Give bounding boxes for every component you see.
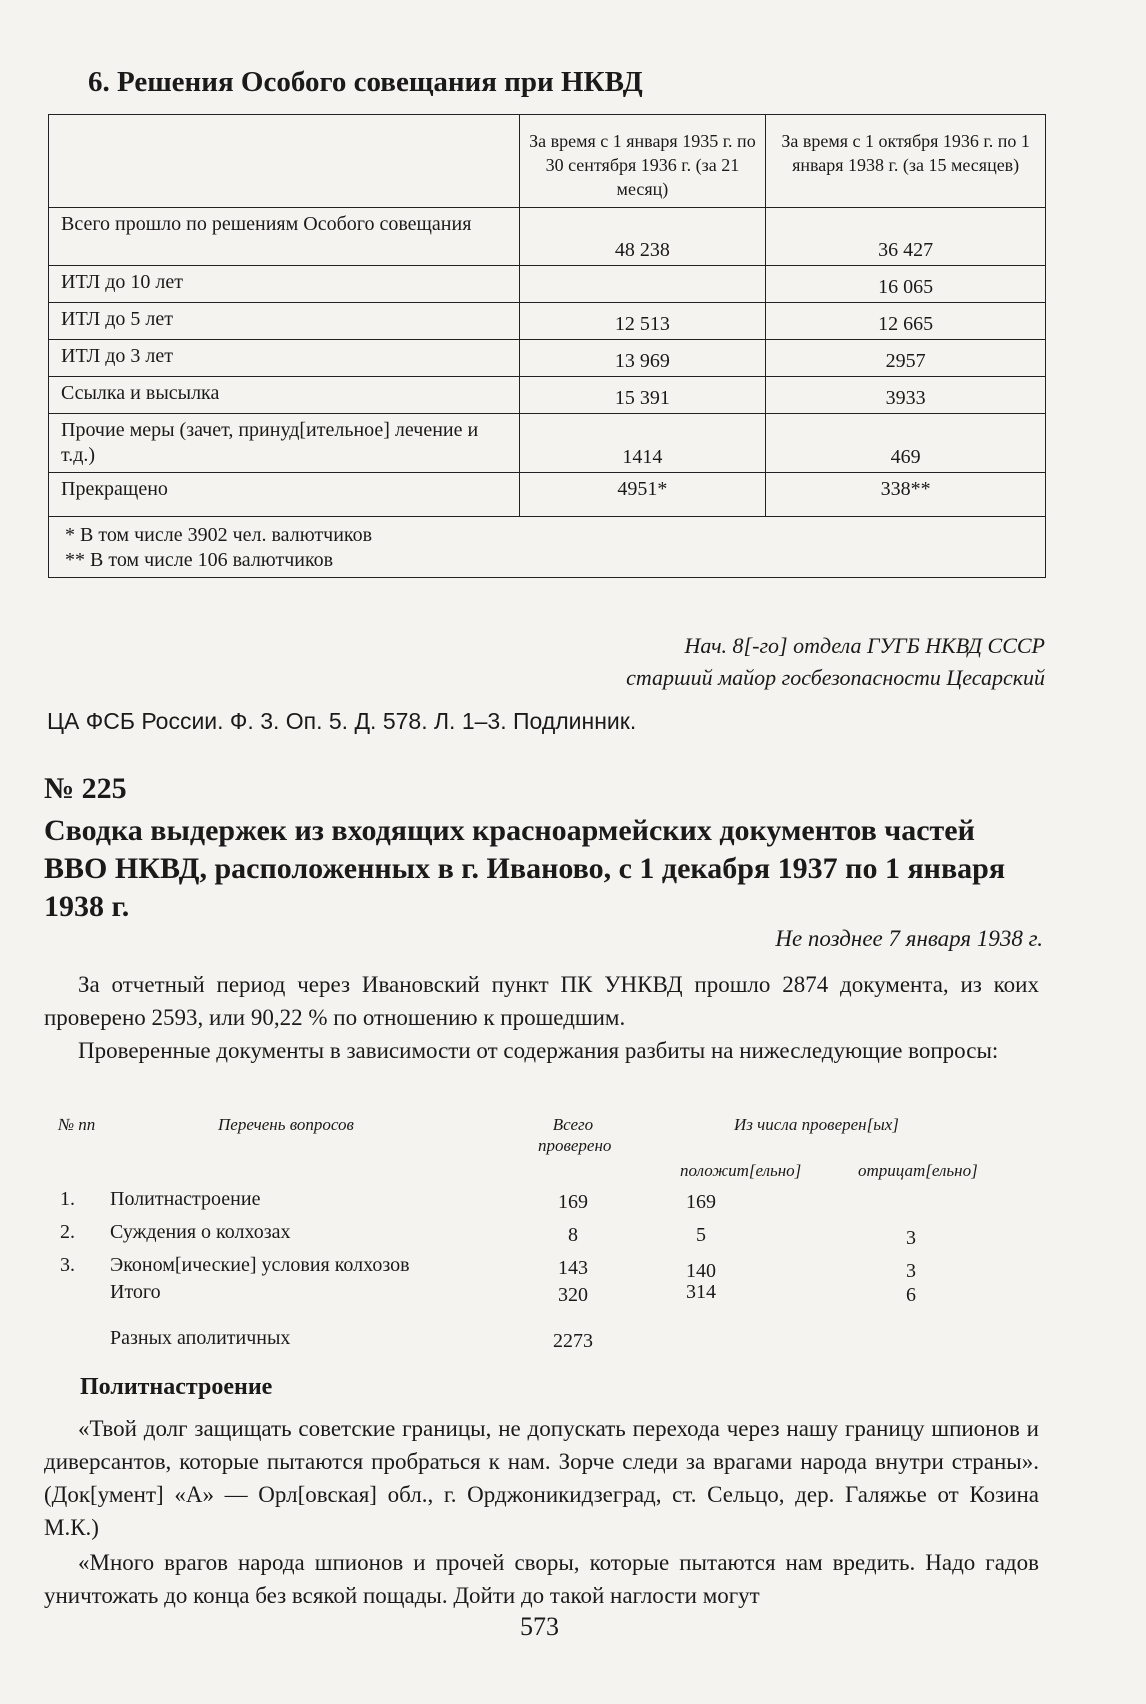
row-value-1: 13 969 — [519, 340, 766, 377]
row-topic: Итого — [110, 1281, 161, 1303]
document-date: Не позднее 7 января 1938 г. — [775, 926, 1043, 951]
row-positive: 140 — [686, 1260, 716, 1282]
header-positive: положит[ельно] — [680, 1161, 802, 1180]
row-label: ИТЛ до 3 лет — [49, 340, 520, 377]
row-label: Прекращено — [49, 473, 520, 517]
row-value-1: 48 238 — [519, 208, 766, 266]
table-header-period-2: За время с 1 октября 1936 г. по 1 января 1938 г. (за 15 месяцев) — [766, 115, 1046, 208]
table-row — [49, 303, 1046, 340]
table-row — [49, 208, 1046, 266]
row-total: 320 — [558, 1284, 588, 1306]
row-total: 143 — [558, 1257, 588, 1279]
quote-paragraph: «Твой долг защищать советские границы, не допускать перехода через нашу границу шпионов и диверсантов, которые пытаются пробраться к нам. Зорче следи за врагами народа внутри страны». (Док[умент] «А» — Орл[овская] обл., г. Орджоникидзеград, ст. Сельцо, дер. Галяжье от Козина М.К.) — [44, 1416, 1039, 1540]
row-value-2: 12 665 — [766, 303, 1046, 340]
paragraph: За отчетный период через Ивановский пункт ПК УНКВД прошло 2874 документа, из коих проверено 2593, или 90,22 % по отношению к прошедшим. — [44, 972, 1039, 1030]
row-label: Ссылка и высылка — [49, 377, 520, 414]
row-number: 1. — [60, 1188, 75, 1210]
table-header-period-1: За время с 1 января 1935 г. по 30 сентября 1936 г. (за 21 месяц) — [519, 115, 766, 208]
table-header-empty — [49, 115, 520, 208]
table-header-row — [49, 115, 1046, 208]
row-value-1 — [519, 266, 766, 303]
section-title: 6. Решения Особого совещания при НКВД — [88, 66, 643, 98]
row-total: 169 — [558, 1191, 588, 1213]
table-row — [49, 340, 1046, 377]
signature-position: Нач. 8[-го] отдела ГУГБ НКВД СССР — [684, 633, 1045, 658]
row-negative: 3 — [906, 1260, 916, 1282]
row-value-2: 469 — [766, 414, 1046, 473]
table-row — [49, 414, 1046, 473]
row-value-2: 16 065 — [766, 266, 1046, 303]
row-positive: 5 — [696, 1224, 706, 1246]
quote-paragraph: «Много врагов народа шпионов и прочей своры, которые пытаются нам вредить. Надо гадов уничтожать до конца без всякой пощады. Дойти до такой наглости могут — [44, 1550, 1039, 1608]
header-number: № пп — [58, 1115, 96, 1134]
row-value-2: 338** — [766, 473, 1046, 517]
table-footnotes — [49, 517, 1046, 578]
row-number: 2. — [60, 1221, 75, 1243]
row-value-2: 3933 — [766, 377, 1046, 414]
row-value-1: 1414 — [519, 414, 766, 473]
paragraph: Проверенные документы в зависимости от содержания разбиты на нижеследующие вопросы: — [78, 1038, 999, 1063]
header-checked-group: Из числа проверен[ых] — [734, 1115, 899, 1134]
row-label: Прочие меры (зачет, принуд[ительное] лечение и т.д.) — [49, 414, 520, 473]
document-title: Сводка выдержек из входящих красноармейских документов частей ВВО НКВД, расположенных в г. Иваново, с 1 декабря 1937 по 1 января 1938 г. — [44, 814, 1006, 923]
row-topic: Эконом[ические] условия колхозов — [110, 1254, 410, 1276]
row-label: Всего прошло по решениям Особого совещания — [49, 208, 520, 266]
subheading: Политнастроение — [80, 1374, 273, 1400]
footnote: ** В том числе 106 валютчиков — [65, 549, 334, 571]
header-negative: отрицат[ельно] — [858, 1161, 978, 1180]
row-number: 3. — [60, 1254, 75, 1276]
row-label: ИТЛ до 5 лет — [49, 303, 520, 340]
osoboe-soveshchanie-table — [48, 114, 1046, 578]
row-label: ИТЛ до 10 лет — [49, 266, 520, 303]
row-topic: Разных аполитичных — [110, 1327, 291, 1349]
table-row — [49, 266, 1046, 303]
signature-name: старший майор госбезопасности Цесарский — [626, 665, 1045, 690]
document-number: № 225 — [44, 772, 127, 805]
table-row — [49, 473, 1046, 517]
row-negative: 6 — [906, 1284, 916, 1306]
row-positive: 169 — [686, 1191, 716, 1213]
row-value-2: 2957 — [766, 340, 1046, 377]
row-negative: 3 — [906, 1227, 916, 1249]
table-row — [49, 377, 1046, 414]
header-total: Всего проверено — [538, 1115, 612, 1155]
row-value-1: 15 391 — [519, 377, 766, 414]
page-number: 573 — [520, 1612, 559, 1641]
table-footnotes-row — [49, 517, 1046, 578]
row-topic: Суждения о колхозах — [110, 1221, 291, 1243]
row-topic: Политнастроение — [110, 1188, 261, 1210]
row-value-1: 4951* — [519, 473, 766, 517]
signature-block — [626, 630, 1045, 694]
row-positive: 314 — [686, 1281, 716, 1303]
archive-reference: ЦА ФСБ России. Ф. 3. Оп. 5. Д. 578. Л. 1–3. Подлинник. — [47, 708, 637, 734]
header-topic: Перечень вопросов — [218, 1115, 354, 1134]
row-total: 8 — [568, 1224, 578, 1246]
row-value-1: 12 513 — [519, 303, 766, 340]
row-value-2: 36 427 — [766, 208, 1046, 266]
row-total: 2273 — [553, 1330, 593, 1352]
footnote: * В том числе 3902 чел. валютчиков — [65, 524, 373, 546]
